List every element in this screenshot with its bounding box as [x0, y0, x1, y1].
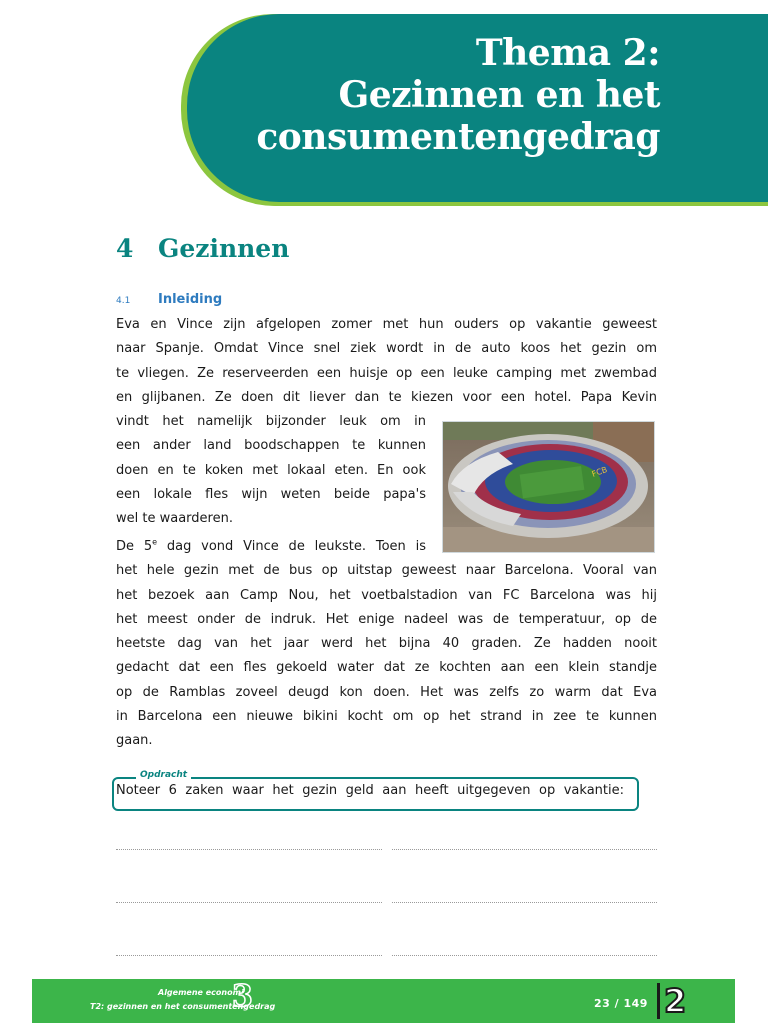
chapter-number: 4	[116, 234, 134, 263]
text-line: het bezoek aan Camp Nou, het voetbalstadion van FC Barcelona was hij	[116, 587, 657, 603]
section-number: 4.1	[116, 296, 131, 306]
answer-line[interactable]	[116, 955, 382, 956]
chapter-title: Gezinnen	[158, 234, 290, 263]
title-line-3: consumentengedrag	[256, 116, 660, 158]
superscript: e	[152, 537, 158, 547]
stadium-photo	[442, 421, 655, 553]
chapter-heading	[116, 234, 289, 263]
text-fragment: De 5	[116, 539, 153, 554]
section-heading	[116, 292, 222, 307]
text-line: op de Ramblas zoveel deugd kon doen. Het was zelfs zo warm dat Eva	[116, 684, 657, 700]
text-line: in Barcelona een nieuwe bikini kocht om op het strand in zee te kunnen	[116, 709, 657, 725]
text-line: doen en te koken met lokaal eten. En ook	[116, 462, 426, 478]
text-line: en glijbanen. Ze doen dit liever dan te kiezen voor een hotel. Papa Kevin	[116, 389, 657, 405]
text-line: wel te waarderen.	[116, 511, 233, 527]
answer-line[interactable]	[116, 849, 382, 850]
text-line: heetste dag van het jaar werd het bijna 40 graden. Ze hadden nooit	[116, 636, 657, 652]
svg-text:FCB: FCB	[590, 465, 609, 479]
title-line-1: Thema 2:	[475, 32, 660, 74]
text-line: Eva en Vince zijn afgelopen zomer met hun ouders op vakantie geweest	[116, 317, 657, 332]
course-number-logo: 3	[232, 979, 253, 1014]
text-line: het hele gezin met de bus op uitstap geweest naar Barcelona. Vooral van	[116, 563, 657, 579]
intro-paragraph	[116, 313, 657, 410]
text-line: een lokale fles wijn weten beide papa's	[116, 486, 426, 502]
section-title: Inleiding	[158, 292, 223, 307]
text-line: gedacht dat een fles gekoeld water dat ze kochten aan een klein standje	[116, 660, 657, 676]
theme-number-logo: 2	[664, 982, 687, 1020]
task-text: Noteer 6 zaken waar het gezin geld aan heeft uitgegeven op vakantie:	[116, 783, 624, 798]
task-label: Opdracht	[136, 770, 191, 780]
text-line	[116, 535, 426, 559]
answer-line[interactable]	[392, 902, 657, 903]
text-line: naar Spanje. Omdat Vince snel ziek wordt in de auto koos het gezin om	[116, 341, 657, 357]
text-line: een ander land boodschappen te kunnen	[116, 438, 426, 454]
footer-divider	[657, 983, 660, 1019]
text-line: het meest onder de indruk. Het enige nadeel was de temperatuur, op de	[116, 611, 657, 627]
footer-theme: T2: gezinnen en het consumentengedrag	[90, 1002, 276, 1011]
title-line-2: Gezinnen en het	[338, 74, 660, 116]
text-line: vindt het namelijk bijzonder leuk om in	[116, 414, 426, 429]
page-number: 23 / 149	[594, 997, 648, 1010]
footer-course: Algemene economie	[158, 988, 250, 997]
barcelona-paragraph	[116, 535, 657, 754]
text-fragment: dag vond Vince de leukste. Toen is	[157, 539, 426, 554]
page-title	[200, 32, 660, 158]
intro-paragraph-continued	[116, 410, 426, 531]
answer-line[interactable]	[392, 955, 657, 956]
answer-line[interactable]	[116, 902, 382, 903]
answer-line[interactable]	[392, 849, 657, 850]
text-line: gaan.	[116, 733, 153, 749]
text-line: te vliegen. Ze reserveerden een huisje op een leuke camping met zwembad	[116, 365, 657, 381]
